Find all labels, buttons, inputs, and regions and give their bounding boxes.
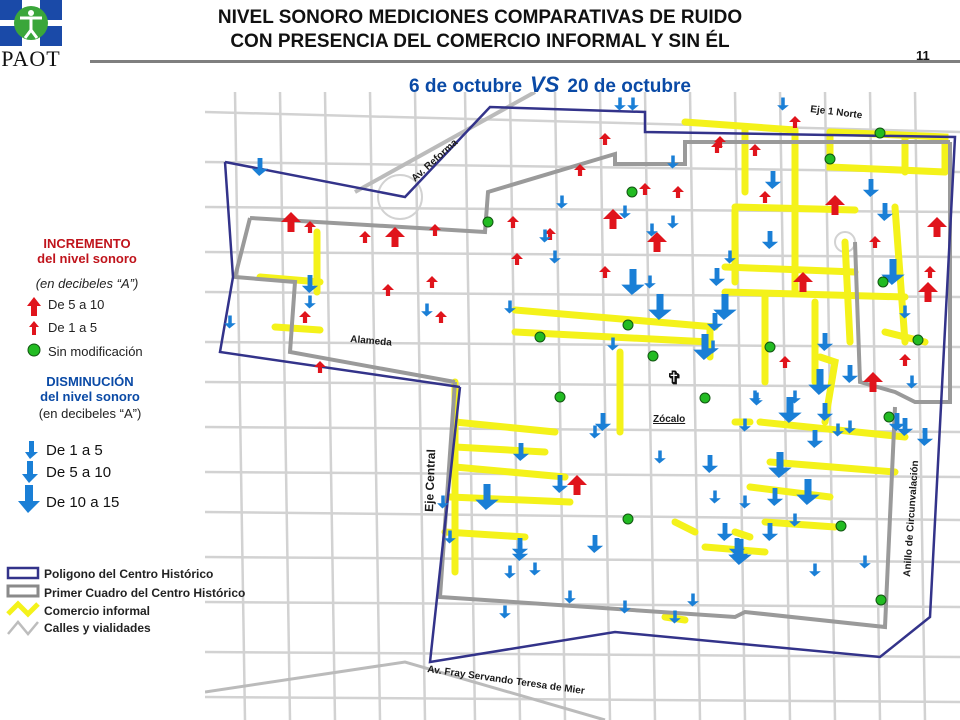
decrease-arrow-icon [648,294,671,320]
increase-arrow-icon [507,216,519,228]
legend-informal-swatch [8,604,38,614]
legend-decrease-item-3: De 10 a 15 [46,494,120,511]
increase-arrow-icon [869,236,881,248]
increase-arrow-icon [435,311,447,323]
label-fray: Av. Fray Servando Teresa de Mier [426,664,586,698]
legend-first-square-swatch [8,586,38,596]
label-reforma: Av. Reforma [409,137,460,185]
increase-arrow-icon [314,361,326,373]
noise-map [205,92,960,720]
legend-arrow-down-small-icon [22,440,40,460]
increase-arrow-icon [603,209,623,229]
increase-arrow-icon [567,475,587,495]
legend-no-change-icon [26,342,42,358]
header-rule [90,60,960,63]
increase-arrow-icon [359,231,371,243]
decrease-arrow-icon [817,333,833,351]
no-change-dot-icon [765,342,775,352]
decrease-arrow-icon [807,430,823,448]
no-change-dot-icon [623,514,633,524]
legend-decrease-item-1: De 1 a 5 [46,442,103,459]
no-change-dot-icon [875,128,885,138]
no-change-dot-icon [483,217,493,227]
label-zocalo: Zócalo [653,414,686,425]
increase-arrow-icon [299,311,311,323]
logo-text: PAOT [1,46,61,71]
decrease-arrow-icon [595,413,611,431]
increase-arrow-icon [759,191,771,203]
legend-increase-item-2: De 1 a 5 [48,320,98,335]
decrease-arrow-icon [842,365,858,383]
street-grid [205,92,960,720]
legend-increase-heading: INCREMENTO del nivel sonoro [37,236,137,266]
decrease-arrow-icon [667,216,679,229]
legend-lines-item-1: Poligono del Centro Histórico [44,567,214,581]
legend-lines-item-2: Primer Cuadro del Centro Histórico [44,586,246,600]
no-change-dot-icon [535,332,545,342]
label-eje-central: Eje Central [422,448,439,513]
title-line-2: CON PRESENCIA DEL COMERCIO INFORMAL Y SIN ÉL [230,31,730,52]
decrease-arrow-icon [504,566,516,579]
decrease-arrow-icon [587,535,603,553]
legend-increase-item-1: De 5 a 10 [48,297,105,312]
legend-lines-swatches [6,566,42,638]
increase-arrow-icon [924,266,936,278]
decrease-arrow-icon [654,451,666,464]
decrease-arrow-icon [717,523,733,541]
page-number: 11 [916,48,930,63]
label-eje1norte: Eje 1 Norte [809,104,863,122]
no-change-dot-icon [627,187,637,197]
subtitle-left: 6 de octubre [409,76,523,97]
legend-polygon-swatch [8,568,38,578]
page-title [140,6,820,54]
decrease-arrow-icon [627,98,639,111]
legend-increase-item-3: Sin modificación [48,344,143,359]
decrease-arrow-icon [304,296,316,309]
no-change-dot-icon [648,351,658,361]
legend-decrease-heading: DISMINUCIÓN del nivel sonoro [40,374,140,404]
decrease-arrow-icon [778,397,801,423]
increase-arrow-icon [899,354,911,366]
label-alameda: Alameda [349,334,393,349]
no-change-dot-icon [623,320,633,330]
legend-lines-item-3: Comercio informal [44,604,151,618]
subtitle-right: 20 de octubre [567,76,691,97]
legend-decrease-item-2: De 5 a 10 [46,464,112,481]
no-change-dot-icon [836,521,846,531]
decrease-arrow-icon [421,304,433,317]
increase-arrow-icon [385,227,405,247]
decrease-arrow-icon [765,171,781,189]
increase-arrow-icon [927,217,947,237]
decrease-arrow-icon [762,231,778,249]
no-change-dot-icon [884,412,894,422]
no-change-dot-icon [878,277,888,287]
legend-arrow-down-medium-icon [20,460,40,484]
decrease-arrow-icon [499,606,511,619]
increase-arrow-icon [429,224,441,236]
decrease-arrow-icon [529,563,541,576]
decrease-arrow-icon [702,455,718,473]
increase-arrow-icon [281,212,301,232]
no-change-dot-icon [825,154,835,164]
subtitle-vs: VS [530,72,560,97]
decrease-arrow-icon [644,276,656,289]
title-line-1: NIVEL SONORO MEDICIONES COMPARATIVAS DE RUIDO [217,7,743,28]
increase-arrow-icon [599,266,611,278]
decrease-arrow-icon [809,564,821,577]
legend-arrow-up-large-icon [26,296,42,318]
increase-arrow-icon [779,356,791,368]
no-change-dot-icon [700,393,710,403]
legend-decrease-units: (en decibeles “A”) [38,406,142,421]
legend-arrow-down-large-icon [16,484,42,514]
legend-increase-units: (en decibeles “A”) [35,276,139,291]
no-change-dot-icon [555,392,565,402]
decrease-arrow-icon [512,538,528,556]
label-anillo: Anillo de Circunvalación [902,460,922,578]
increase-arrow-icon [749,144,761,156]
decrease-arrow-icon [614,98,626,111]
increase-arrow-icon [639,183,651,195]
zocalo-cross-icon: ✞ [667,368,683,388]
decrease-arrow-icon [709,491,721,504]
increase-arrow-icon [918,282,938,302]
increase-arrow-icon [672,186,684,198]
decrease-arrow-icon [709,268,725,286]
increase-arrow-icon [426,276,438,288]
decrease-arrow-icon [549,251,561,264]
decrease-arrow-icon [621,269,644,295]
decrease-arrow-icon [564,591,576,604]
legend-streets-swatch [8,622,38,634]
legend-arrow-up-small-icon [28,320,40,336]
no-change-dot-icon [913,335,923,345]
decrease-arrow-icon [619,206,631,219]
legend-lines-item-4: Calles y vialidades [44,621,151,635]
decrease-arrow-icon [863,179,879,197]
no-change-dot-icon [876,595,886,605]
